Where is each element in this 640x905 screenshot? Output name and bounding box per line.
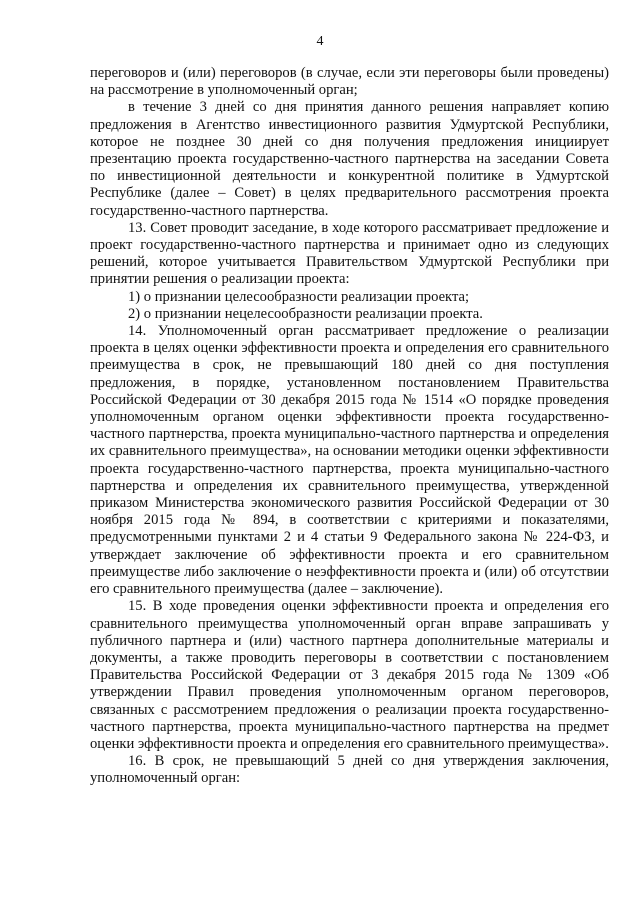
list-item-1: 1) о признании целесообразности реализации проекта; [128, 288, 470, 305]
list-item-2: 2) о признании нецелесообразности реализации проекта. [128, 305, 483, 322]
paragraph-continuation: переговоров и (или) переговоров (в случае, если эти переговоры были проведены) на рассмотрение в уполномоченный орган; [90, 65, 609, 99]
paragraph-13: 13. Совет проводит заседание, в ходе которого рассматривает предложение и проект государственно-частного партнерства и принимает одно из следующих решений, которое учитывается Правительством Удмуртской Республики при принятии решения о реализации проекта: [90, 219, 609, 288]
paragraph-15: 15. В ходе проведения оценки эффективности проекта и определения его сравнительного преимущества уполномоченный орган вправе запрашивать у публичного партнера и (или) частного партнера дополнительные материалы и документы, а также проводить переговоры в соответствии с постановлением Правительства Российской Федерации от 3 декабря 2015 года № 1309 «Об утверждении Правил проведения уполномоченным органом переговоров, связанных с рассмотрением предложения о реализации проекта государственно-частного партнерства, проекта муниципально-частного партнерства на предмет оценки эффективности проекта и определения его сравнительного преимущества». [90, 598, 609, 752]
document-body [90, 65, 609, 788]
paragraph-14: 14. Уполномоченный орган рассматривает предложение о реализации проекта в целях оценки эффективности проекта и определения его сравнительного преимущества в срок, не превышающий 180 дней со дня поступления предложения, в порядке, установленном постановлением Правительства Российской Федерации от 30 декабря 2015 года № 1514 «О порядке проведения уполномоченным органом оценки эффективности проекта государственно-частного партнерства, проекта муниципально-частного партнерства и определения их сравнительного преимущества», на основании методики оценки эффективности проекта государственно-частного партнерства, проекта муниципально-частного партнерства и определения их сравнительного преимущества, утвержденной приказом Министерства экономического развития Российской Федерации от 30 ноября 2015 года № 894, в соответствии с критериями и показателями, предусмотренными пунктами 2 и 4 статьи 9 Федерального закона № 224-ФЗ, и утверждает заключение об эффективности проекта и его сравнительном преимуществе либо заключение о неэффективности проекта и (или) об отсутствии его сравнительного преимущества (далее – заключение). [90, 323, 609, 598]
page-number: 4 [316, 34, 324, 49]
paragraph-16: 16. В срок, не превышающий 5 дней со дня утверждения заключения, уполномоченный орган: [90, 753, 609, 787]
paragraph-agency-copy: в течение 3 дней со дня принятия данного решения направляет копию предложения в Агентство инвестиционного развития Удмуртской Республики, которое не позднее 30 дней со дня получения предложения инициирует презентацию проекта государственно-частного партнерства на заседании Совета по инвестиционной деятельности и конкурентной политике в Удмуртской Республике (далее – Совет) в целях предварительного рассмотрения проекта государственно-частного партнерства. [90, 99, 609, 219]
